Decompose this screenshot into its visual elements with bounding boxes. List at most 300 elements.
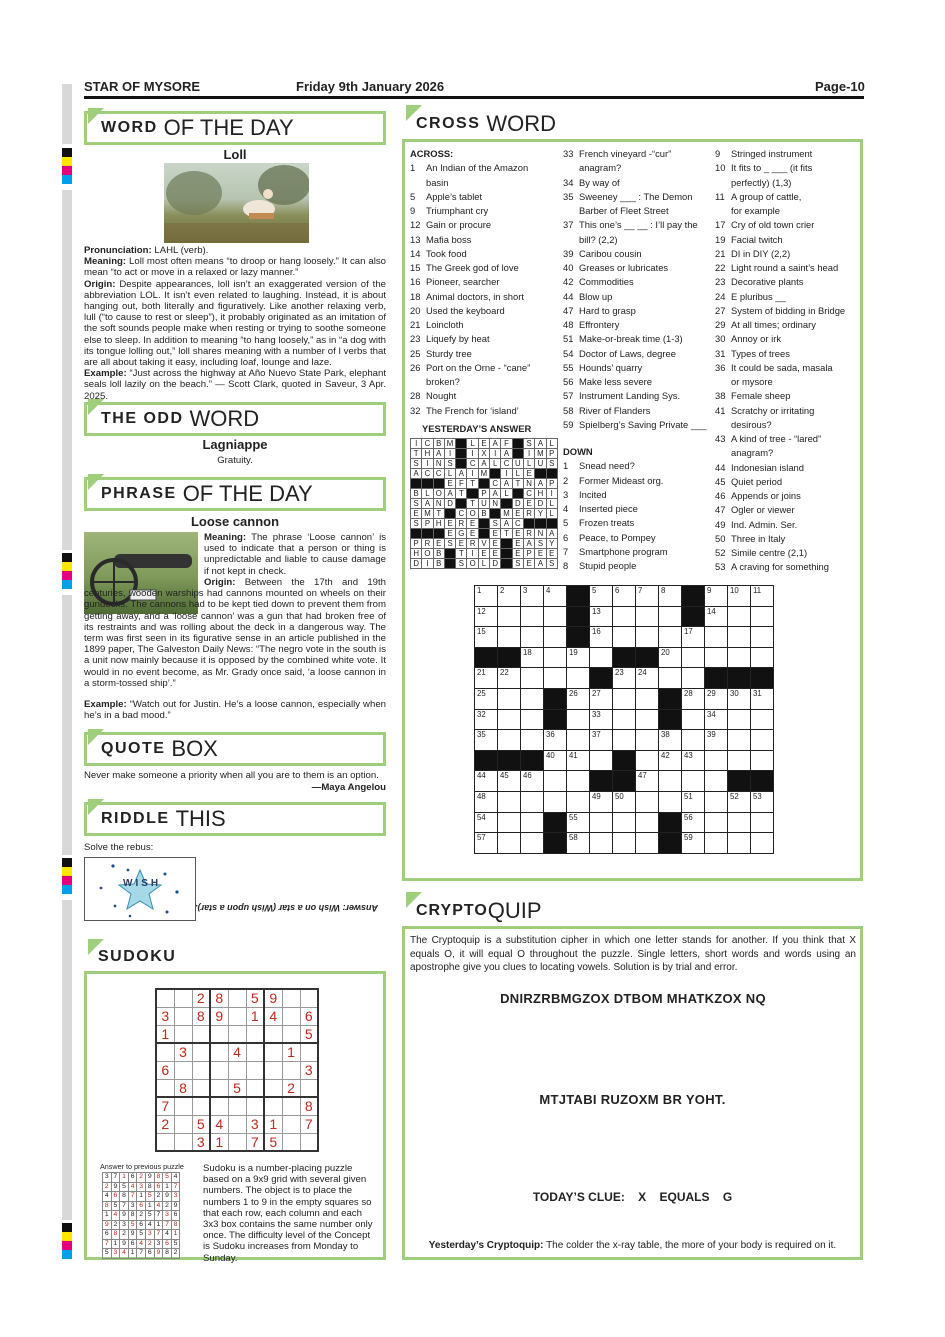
sudoku-cell: 9	[210, 1007, 228, 1025]
clue-item	[563, 418, 713, 432]
crossword-cell[interactable]	[636, 586, 659, 607]
cell-number: 49	[592, 791, 601, 801]
sudoku-cell[interactable]	[156, 1043, 174, 1061]
crossword-black-cell	[751, 771, 774, 792]
crossword-cell[interactable]	[590, 586, 613, 607]
clue-item	[563, 247, 713, 261]
crossword-cell[interactable]	[659, 647, 682, 668]
cell-number: 33	[592, 709, 601, 719]
crossword-cell[interactable]	[705, 730, 728, 751]
crossword-cell[interactable]	[705, 647, 728, 668]
sudoku-cell[interactable]	[264, 1043, 282, 1061]
answer-cell: E	[512, 509, 523, 519]
clue-item	[715, 190, 860, 204]
crossword-cell[interactable]	[682, 791, 705, 812]
prev-sudoku-cell: 5	[111, 1201, 120, 1211]
crossword-cell[interactable]	[544, 606, 567, 627]
prev-sudoku-cell: 8	[128, 1211, 137, 1221]
crossword-cell[interactable]	[498, 688, 521, 709]
clue-number: 30	[715, 333, 726, 345]
answer-black-cell	[512, 449, 523, 459]
sudoku-cell: 3	[156, 1007, 174, 1025]
sudoku-cell[interactable]	[228, 989, 246, 1007]
sudoku-cell[interactable]	[282, 1025, 300, 1043]
crossword-cell[interactable]	[498, 606, 521, 627]
answer-cell: I	[467, 469, 478, 479]
crossword-cell[interactable]	[613, 688, 636, 709]
sudoku-cell[interactable]	[174, 1097, 192, 1115]
crossword-cell[interactable]	[636, 771, 659, 792]
crossword-cell[interactable]	[659, 668, 682, 689]
sudoku-cell[interactable]	[282, 1061, 300, 1079]
crossword-cell[interactable]	[705, 833, 728, 854]
crossword-cell[interactable]	[659, 730, 682, 751]
crossword-cell[interactable]	[682, 833, 705, 854]
crossword-cell[interactable]	[521, 688, 544, 709]
crossword-cell[interactable]	[498, 709, 521, 730]
clue-number: 44	[715, 461, 726, 473]
crossword-cell[interactable]	[705, 688, 728, 709]
crossword-cell[interactable]	[682, 750, 705, 771]
prev-sudoku-cell: 7	[154, 1211, 163, 1221]
sudoku-cell: 4	[210, 1115, 228, 1133]
crossword-cell[interactable]	[613, 833, 636, 854]
crossword-cell[interactable]	[636, 750, 659, 771]
crossword-cell[interactable]	[590, 730, 613, 751]
crossword-cell[interactable]	[728, 833, 751, 854]
crossword-cell[interactable]	[659, 750, 682, 771]
crossword-cell[interactable]	[613, 791, 636, 812]
sudoku-cell[interactable]	[156, 1079, 174, 1097]
crossword-cell[interactable]	[682, 812, 705, 833]
color-registration-marks	[62, 858, 72, 894]
sudoku-cell[interactable]	[174, 1025, 192, 1043]
cell-number: 14	[707, 606, 716, 616]
crossword-cell[interactable]	[636, 688, 659, 709]
crossword-cell[interactable]	[521, 647, 544, 668]
crossword-cell[interactable]	[521, 833, 544, 854]
sudoku-cell[interactable]	[192, 1097, 210, 1115]
crossword-cell[interactable]	[475, 771, 498, 792]
crossword-cell[interactable]	[659, 627, 682, 648]
crossword-cell[interactable]	[751, 833, 774, 854]
crossword-cell[interactable]	[636, 730, 659, 751]
crossword-cell[interactable]	[751, 812, 774, 833]
crossword-cell[interactable]	[705, 586, 728, 607]
crossword-cell[interactable]	[475, 791, 498, 812]
sudoku-cell[interactable]	[300, 1043, 318, 1061]
answer-cell: O	[467, 559, 478, 569]
answer-cell: I	[467, 549, 478, 559]
sudoku-cell[interactable]	[210, 1025, 228, 1043]
clue-item	[563, 559, 713, 573]
answer-cell: A	[546, 529, 557, 539]
sudoku-cell[interactable]	[264, 1079, 282, 1097]
crossword-cell[interactable]	[682, 709, 705, 730]
crossword-grid[interactable]	[474, 585, 774, 854]
crossword-cell[interactable]	[544, 771, 567, 792]
crossword-cell[interactable]	[521, 627, 544, 648]
sudoku-cell[interactable]	[282, 989, 300, 1007]
crossword-cell[interactable]	[682, 771, 705, 792]
margin-bar	[62, 84, 72, 144]
prev-sudoku-cell: 7	[137, 1249, 146, 1259]
clue-text: Stringed instrument	[731, 148, 813, 159]
crossword-cell[interactable]	[751, 627, 774, 648]
crossword-cell[interactable]	[728, 606, 751, 627]
sudoku-cell[interactable]	[210, 1043, 228, 1061]
crossword-cell[interactable]	[544, 627, 567, 648]
clue-text: A craving for something	[731, 561, 829, 573]
crossword-cell[interactable]	[567, 791, 590, 812]
sudoku-cell: 3	[174, 1043, 192, 1061]
crossword-cell[interactable]	[567, 771, 590, 792]
clue-text: Frozen treats	[579, 517, 635, 529]
crossword-cell[interactable]	[636, 791, 659, 812]
clue-text: Simile centre (2,1)	[731, 547, 808, 558]
crossword-cell[interactable]	[567, 688, 590, 709]
prev-sudoku-cell: 9	[145, 1173, 154, 1183]
crossword-cell[interactable]	[613, 668, 636, 689]
answer-cell: S	[512, 559, 523, 569]
crossword-cell[interactable]	[751, 791, 774, 812]
crossword-cell[interactable]	[728, 586, 751, 607]
yesterday-cryptoquip	[402, 1240, 863, 1251]
cell-number: 41	[569, 750, 578, 760]
crossword-cell[interactable]	[475, 812, 498, 833]
sudoku-cell[interactable]	[156, 1133, 174, 1151]
crossword-cell[interactable]	[682, 647, 705, 668]
clue-text: Effrontery	[579, 319, 620, 330]
cell-number: 30	[730, 688, 739, 698]
clue-text: Indonesian island	[731, 461, 804, 473]
clue-text: It fits to _ ___ (it fits	[731, 162, 813, 174]
answer-cell: E	[523, 499, 534, 509]
crossword-cell[interactable]	[475, 709, 498, 730]
answer-cell: S	[456, 559, 467, 569]
sudoku-cell[interactable]	[246, 1043, 264, 1061]
sudoku-cell: 1	[264, 1115, 282, 1133]
crossword-black-cell	[728, 771, 751, 792]
prev-sudoku-cell: 4	[120, 1249, 129, 1259]
crossword-cell[interactable]	[751, 586, 774, 607]
answer-cell: T	[456, 489, 467, 499]
crossword-cell[interactable]	[567, 833, 590, 854]
clue-number: 52	[715, 547, 726, 558]
clue-item	[410, 204, 560, 218]
crossword-cell[interactable]	[475, 668, 498, 689]
answer-cell: E	[523, 559, 534, 569]
crossword-cell[interactable]	[567, 709, 590, 730]
crossword-cell[interactable]	[636, 606, 659, 627]
answer-cell: I	[467, 449, 478, 459]
crossword-cell[interactable]	[590, 709, 613, 730]
crossword-cell[interactable]	[544, 791, 567, 812]
sudoku-cell[interactable]	[174, 1007, 192, 1025]
crossword-cell[interactable]	[567, 668, 590, 689]
sudoku-cell[interactable]	[228, 1025, 246, 1043]
crossword-cell[interactable]	[590, 647, 613, 668]
crossword-cell[interactable]	[521, 586, 544, 607]
answer-cell: L	[422, 489, 433, 499]
crossword-cell[interactable]	[705, 709, 728, 730]
crossword-cell[interactable]	[590, 606, 613, 627]
sudoku-cell[interactable]	[210, 1097, 228, 1115]
sudoku-cell[interactable]	[228, 1097, 246, 1115]
answer-black-cell	[433, 479, 444, 489]
answer-cell: T	[411, 449, 422, 459]
crossword-cell[interactable]	[705, 750, 728, 771]
crossword-cell[interactable]	[475, 688, 498, 709]
sudoku-cell[interactable]	[210, 1079, 228, 1097]
crossword-cell[interactable]	[544, 730, 567, 751]
sudoku-cell[interactable]	[174, 1061, 192, 1079]
crossword-cell[interactable]	[567, 812, 590, 833]
crossword-cell[interactable]	[590, 812, 613, 833]
sudoku-cell[interactable]	[228, 1007, 246, 1025]
crossword-black-cell	[544, 812, 567, 833]
clue-text: The Greek god of love	[426, 262, 519, 273]
section-title-small: RIDDLE	[101, 810, 170, 827]
crossword-cell[interactable]	[705, 812, 728, 833]
crossword-cell[interactable]	[728, 812, 751, 833]
crossword-cell[interactable]	[682, 730, 705, 751]
clue-text: E pluribus __	[731, 290, 786, 302]
crossword-cell[interactable]	[521, 668, 544, 689]
crossword-cell[interactable]	[498, 833, 521, 854]
crossword-cell[interactable]	[544, 586, 567, 607]
crossword-cell[interactable]	[751, 688, 774, 709]
clue-number: 36	[715, 361, 726, 373]
crossword-cell[interactable]	[475, 586, 498, 607]
crossword-black-cell	[475, 647, 498, 668]
prev-sudoku-cell: 3	[163, 1211, 172, 1221]
clue-item	[563, 147, 713, 161]
crossword-cell[interactable]	[728, 709, 751, 730]
sudoku-cell[interactable]	[192, 1079, 210, 1097]
crossword-cell[interactable]	[682, 627, 705, 648]
crossword-cell[interactable]	[521, 791, 544, 812]
crossword-cell[interactable]	[705, 627, 728, 648]
answer-cell: N	[433, 499, 444, 509]
crossword-cell[interactable]	[659, 606, 682, 627]
crossword-cell[interactable]	[659, 771, 682, 792]
answer-cell: U	[512, 459, 523, 469]
sudoku-cell[interactable]	[228, 1061, 246, 1079]
crossword-cell[interactable]	[705, 791, 728, 812]
cell-number: 28	[684, 688, 693, 698]
crossword-cell[interactable]	[728, 647, 751, 668]
crossword-cell[interactable]	[567, 750, 590, 771]
clue-number: 11	[715, 190, 725, 202]
sudoku-cell[interactable]	[210, 1061, 228, 1079]
answer-black-cell	[535, 469, 546, 479]
crossword-cell[interactable]	[682, 688, 705, 709]
clue-value: X EQUALS G	[638, 1190, 733, 1204]
crossword-cell[interactable]	[590, 688, 613, 709]
crossword-cell[interactable]	[636, 833, 659, 854]
crossword-cell[interactable]	[498, 771, 521, 792]
prev-sudoku-cell: 6	[128, 1173, 137, 1183]
crossword-cell[interactable]	[544, 750, 567, 771]
sudoku-cell[interactable]	[282, 1097, 300, 1115]
pronunciation-label: Pronunciation:	[84, 245, 152, 256]
answer-cell: A	[422, 499, 433, 509]
corner-accent	[88, 729, 104, 745]
crossword-black-cell	[705, 668, 728, 689]
crossword-cell[interactable]	[590, 833, 613, 854]
clue-item	[715, 275, 860, 289]
page-number: Page-10	[815, 79, 865, 94]
answer-cell: A	[501, 479, 512, 489]
cell-number: 16	[592, 627, 601, 637]
crossword-cell[interactable]	[475, 730, 498, 751]
sudoku-cell[interactable]	[300, 1133, 318, 1151]
crossword-cell[interactable]	[636, 709, 659, 730]
crossword-cell[interactable]	[636, 812, 659, 833]
crossword-cell[interactable]	[659, 791, 682, 812]
clue-number: 25	[410, 347, 421, 359]
clue-item	[410, 290, 560, 304]
crossword-cell[interactable]	[751, 730, 774, 751]
corner-accent	[88, 108, 104, 124]
crossword-cell[interactable]	[590, 627, 613, 648]
clue-text: Pioneer, searcher	[426, 276, 500, 288]
clue-text: Triumphant cry	[426, 205, 489, 216]
sudoku-cell: 8	[174, 1079, 192, 1097]
crossword-cell[interactable]	[613, 709, 636, 730]
yesterday-cryptoquip-text: The colder the x-ray table, the more of your body is required on it.	[546, 1240, 837, 1251]
sudoku-cell[interactable]	[282, 1007, 300, 1025]
clue-text: A kind of tree - “lared”	[731, 433, 822, 444]
crossword-cell[interactable]	[751, 709, 774, 730]
sudoku-cell[interactable]	[264, 1061, 282, 1079]
clue-item	[715, 532, 860, 546]
clue-item	[715, 389, 860, 403]
crossword-cell[interactable]	[659, 586, 682, 607]
prev-sudoku-cell: 7	[128, 1192, 137, 1202]
crossword-cell[interactable]	[567, 647, 590, 668]
sudoku-cell[interactable]	[300, 989, 318, 1007]
crossword-cell[interactable]	[498, 668, 521, 689]
crossword-cell[interactable]	[613, 627, 636, 648]
prev-sudoku-cell: 2	[163, 1201, 172, 1211]
crossword-cell[interactable]	[567, 730, 590, 751]
sudoku-cell[interactable]	[174, 1115, 192, 1133]
crossword-cell[interactable]	[521, 606, 544, 627]
crossword-cell[interactable]	[475, 833, 498, 854]
sudoku-cell[interactable]	[246, 1061, 264, 1079]
crossword-cell[interactable]	[521, 771, 544, 792]
sudoku-cell[interactable]	[192, 1043, 210, 1061]
crossword-cell[interactable]	[728, 750, 751, 771]
answer-cell: T	[467, 499, 478, 509]
sudoku-cell[interactable]	[246, 1025, 264, 1043]
crossword-cell[interactable]	[498, 812, 521, 833]
crossword-cell[interactable]	[498, 586, 521, 607]
crossword-cell[interactable]	[498, 791, 521, 812]
clue-item	[410, 161, 560, 175]
answer-black-cell	[456, 449, 467, 459]
crossword-cell[interactable]	[613, 730, 636, 751]
sudoku-cell[interactable]	[228, 1133, 246, 1151]
crossword-cell[interactable]	[590, 791, 613, 812]
cell-number: 24	[638, 668, 647, 678]
crossword-cell[interactable]	[613, 606, 636, 627]
crossword-cell[interactable]	[498, 627, 521, 648]
crossword-cell[interactable]	[475, 627, 498, 648]
sudoku-cell[interactable]	[156, 989, 174, 1007]
crossword-cell[interactable]	[544, 668, 567, 689]
crossword-cell[interactable]	[751, 750, 774, 771]
section-title-big: WORD	[486, 110, 557, 136]
crossword-cell[interactable]	[682, 668, 705, 689]
sudoku-cell[interactable]	[192, 1061, 210, 1079]
crossword-cell[interactable]	[498, 730, 521, 751]
crossword-cell[interactable]	[751, 606, 774, 627]
crossword-cell[interactable]	[613, 586, 636, 607]
crossword-cell[interactable]	[728, 730, 751, 751]
sudoku-cell[interactable]	[282, 1115, 300, 1133]
crossword-cell[interactable]	[705, 606, 728, 627]
sudoku-cell[interactable]	[174, 1133, 192, 1151]
crossword-cell[interactable]	[705, 771, 728, 792]
crossword-cell[interactable]	[728, 688, 751, 709]
sudoku-cell[interactable]	[264, 1097, 282, 1115]
answer-cell: R	[523, 529, 534, 539]
crossword-cell[interactable]	[521, 709, 544, 730]
answer-cell: L	[546, 509, 557, 519]
crossword-cell[interactable]	[475, 606, 498, 627]
crossword-cell[interactable]	[636, 627, 659, 648]
prev-sudoku-cell: 6	[128, 1239, 137, 1249]
phrase-example	[84, 699, 386, 721]
crossword-cell[interactable]	[521, 812, 544, 833]
crossword-cell[interactable]	[613, 812, 636, 833]
crossword-cell[interactable]	[636, 668, 659, 689]
odd-word-title: Lagniappe	[202, 437, 268, 452]
crossword-cell[interactable]	[751, 647, 774, 668]
down-clues-col3	[715, 147, 860, 575]
clue-text: This one’s __ __ : I’ll pay the	[579, 219, 698, 231]
crossword-cell[interactable]	[728, 791, 751, 812]
sudoku-cell[interactable]	[246, 1097, 264, 1115]
sudoku-cell[interactable]	[264, 1025, 282, 1043]
answer-cell: L	[546, 439, 557, 449]
crossword-cell[interactable]	[590, 750, 613, 771]
sudoku-cell[interactable]	[192, 1025, 210, 1043]
answer-black-cell	[444, 509, 455, 519]
sudoku-cell[interactable]	[282, 1133, 300, 1151]
crossword-cell[interactable]	[521, 730, 544, 751]
clue-text: Instrument Landing Sys.	[579, 390, 681, 402]
sudoku-cell[interactable]	[228, 1115, 246, 1133]
clue-item	[715, 461, 860, 475]
odd-word-meaning: Gratuity.	[217, 455, 253, 466]
crossword-cell[interactable]	[728, 627, 751, 648]
sudoku-cell: 5	[300, 1025, 318, 1043]
clue-number: 47	[563, 304, 574, 316]
crossword-cell[interactable]	[544, 647, 567, 668]
clue-number: 27	[715, 304, 726, 316]
sudoku-cell[interactable]	[300, 1079, 318, 1097]
sudoku-cell[interactable]	[246, 1079, 264, 1097]
clue-text: DI in DIY (2,2)	[731, 247, 791, 259]
cell-number: 39	[707, 730, 716, 740]
answer-cell: F	[501, 439, 512, 449]
sudoku-cell[interactable]	[174, 989, 192, 1007]
sudoku-cell: 2	[282, 1079, 300, 1097]
